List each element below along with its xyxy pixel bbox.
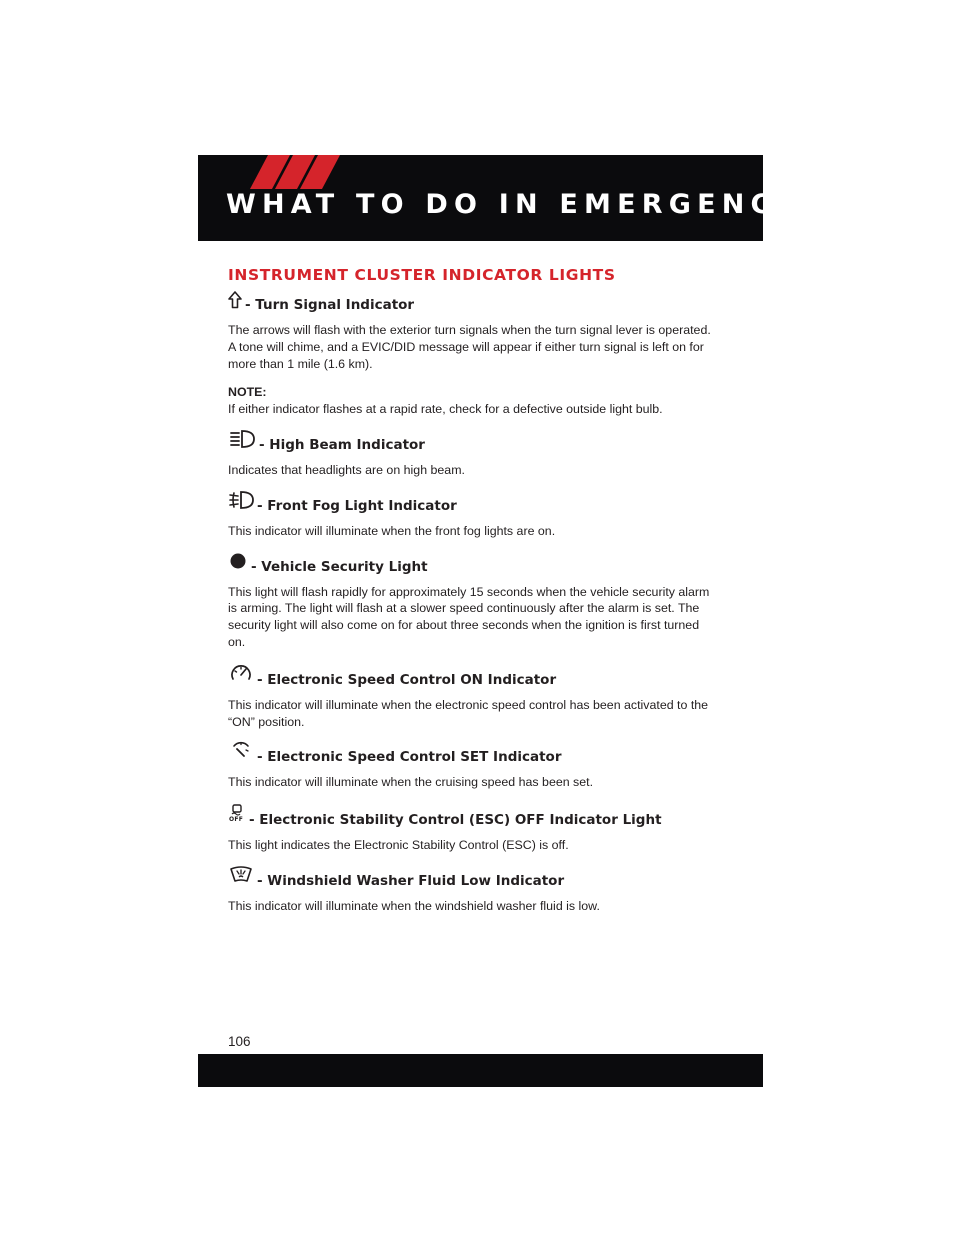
page-content [228,266,712,915]
note-label: NOTE: [228,385,267,400]
indicator-washer-fluid-low [228,870,712,915]
indicator-esc-off [228,807,712,854]
indicator-description: Indicates that headlights are on high beam. [228,462,465,477]
racing-stripes-icon [250,155,340,189]
indicator-description: This light indicates the Electronic Stability Control (ESC) is off. [228,838,569,853]
speed-control-set-icon [228,741,254,761]
chapter-header [198,155,844,241]
indicator-speed-control-set [228,746,712,791]
indicator-high-beam [228,434,712,479]
footer-band [198,1054,763,1087]
page-number: 106 [228,1034,251,1049]
turn-signal-arrow-icon [228,291,242,309]
indicator-description: This indicator will illuminate when the windshield washer fluid is low. [228,898,600,913]
indicator-heading: - Windshield Washer Fluid Low Indicator [257,872,565,889]
front-fog-light-icon [228,490,254,510]
indicator-heading: - Electronic Stability Control (ESC) OFF Indicator Light [249,812,662,829]
esc-off-icon [228,803,246,825]
indicator-description: This indicator will illuminate when the electronic speed control has been activated to the “ON” position. [228,697,709,729]
indicator-vehicle-security [228,556,712,651]
chapter-title: WHAT TO DO IN EMERGENCIES [226,189,844,220]
indicator-description: This indicator will illuminate when the cruising speed has been set. [228,775,594,790]
section-title: INSTRUMENT CLUSTER INDICATOR LIGHTS [228,266,616,284]
esc-off-icon-text: OFF [229,816,244,824]
indicator-heading: - High Beam Indicator [259,436,425,453]
indicator-speed-control-on [228,667,712,731]
indicator-heading: - Electronic Speed Control ON Indicator [257,671,557,688]
vehicle-security-dot-icon [228,551,248,571]
indicator-heading: - Vehicle Security Light [251,558,428,575]
indicator-front-fog [228,495,712,540]
indicator-heading: - Front Fog Light Indicator [257,497,457,514]
speed-control-on-icon [228,662,254,684]
high-beam-icon [228,429,256,449]
note-text: If either indicator flashes at a rapid rate, check for a defective outside light bulb. [228,402,663,417]
indicator-heading: - Turn Signal Indicator [245,297,415,313]
indicator-turn-signal [228,296,712,418]
indicator-description: This indicator will illuminate when the front fog lights are on. [228,523,556,538]
indicator-description: This light will flash rapidly for approximately 15 seconds when the vehicle security alarm is arming. The light will flash at a slower speed continuously after the alarm is set. The security light will also come on for about three seconds when the ignition is first turned on. [228,584,710,649]
indicator-heading: - Electronic Speed Control SET Indicator [257,749,562,766]
washer-fluid-low-icon [228,865,254,885]
indicator-description: The arrows will flash with the exterior turn signals when the turn signal lever is operated. A tone will chime, and a EVIC/DID message will appear if either turn signal is left on for more than 1 mile (1.6 km). [228,323,711,371]
